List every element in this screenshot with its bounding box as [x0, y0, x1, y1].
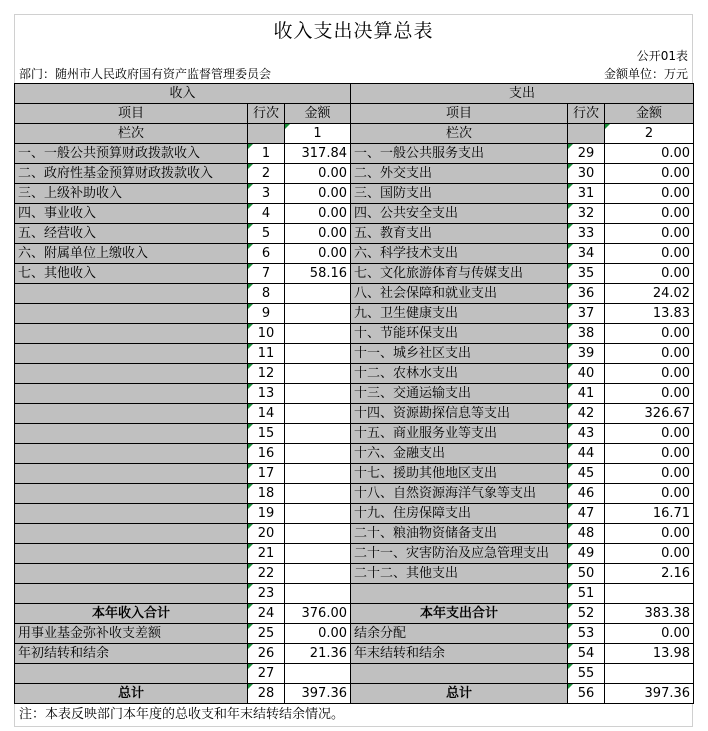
income-total-line-no: 27: [248, 664, 285, 684]
expense-col-label: 栏次: [351, 124, 568, 144]
income-item: 四、事业收入: [15, 204, 248, 224]
expense-amount: 0.00: [605, 544, 694, 564]
table-row: [15, 544, 694, 564]
expense-line-no: 42: [568, 404, 605, 424]
income-item: 七、其他收入: [15, 264, 248, 284]
income-line-no: 7: [248, 264, 285, 284]
table-row: [15, 464, 694, 484]
table-row: [15, 344, 694, 364]
expense-amount: 0.00: [605, 364, 694, 384]
table-row: [15, 204, 694, 224]
income-total-line-no: 25: [248, 624, 285, 644]
expense-line-no: 49: [568, 544, 605, 564]
expense-amount: 0.00: [605, 444, 694, 464]
expense-item: [351, 584, 568, 604]
income-line-no: 17: [248, 464, 285, 484]
income-total-line-no: 24: [248, 604, 285, 624]
expense-amount: 326.67: [605, 404, 694, 424]
table-row: [15, 384, 694, 404]
income-item: 二、政府性基金预算财政拨款收入: [15, 164, 248, 184]
income-total-amount: 397.36: [285, 684, 351, 704]
department-row: [14, 65, 693, 83]
expense-amount: 24.02: [605, 284, 694, 304]
income-line-no: 5: [248, 224, 285, 244]
expense-item: 二十、粮油物资储备支出: [351, 524, 568, 544]
table-row: [15, 224, 694, 244]
expense-total-line-no: 52: [568, 604, 605, 624]
income-item: 三、上级补助收入: [15, 184, 248, 204]
income-line-no: 16: [248, 444, 285, 464]
income-amount: 0.00: [285, 184, 351, 204]
form-code-row: [14, 47, 693, 65]
income-amount: 317.84: [285, 144, 351, 164]
income-total-amount: 376.00: [285, 604, 351, 624]
expense-item: 六、科学技术支出: [351, 244, 568, 264]
table-row: [15, 504, 694, 524]
expense-line-no: 36: [568, 284, 605, 304]
expense-line-no: 31: [568, 184, 605, 204]
expense-line-no: 33: [568, 224, 605, 244]
expense-total-item: 年末结转和结余: [351, 644, 568, 664]
income-amount: [285, 404, 351, 424]
expense-amount: 2.16: [605, 564, 694, 584]
income-amount: [285, 464, 351, 484]
amount-unit: 金额单位：万元: [603, 67, 688, 81]
expense-line-no: 48: [568, 524, 605, 544]
income-amount: [285, 324, 351, 344]
income-amount: [285, 364, 351, 384]
income-item: [15, 344, 248, 364]
table-row: [15, 164, 694, 184]
report-title: 收入支出决算总表: [14, 14, 693, 47]
expense-item: 二十二、其他支出: [351, 564, 568, 584]
income-total-item: 用事业基金弥补收支差额: [15, 624, 248, 644]
income-line-no: 11: [248, 344, 285, 364]
report-sheet: [14, 14, 693, 727]
footnote: 注：本表反映部门本年度的总收支和年末结转结余情况。: [14, 704, 693, 727]
expense-item: 七、文化旅游体育与传媒支出: [351, 264, 568, 284]
expense-total-amount: 397.36: [605, 684, 694, 704]
expense-amount-header: 金额: [605, 104, 694, 124]
table-row: [15, 324, 694, 344]
table-row: [15, 484, 694, 504]
expense-line-no: 34: [568, 244, 605, 264]
income-line-no: 23: [248, 584, 285, 604]
expense-line-no: 40: [568, 364, 605, 384]
expense-total-line-no: 55: [568, 664, 605, 684]
expense-item: 十六、金融支出: [351, 444, 568, 464]
table-row: [15, 404, 694, 424]
income-total-item: 年初结转和结余: [15, 644, 248, 664]
expense-line-no: 50: [568, 564, 605, 584]
expense-amount: 0.00: [605, 384, 694, 404]
income-line-no: 6: [248, 244, 285, 264]
expense-item: 十三、交通运输支出: [351, 384, 568, 404]
income-amount: 0.00: [285, 244, 351, 264]
income-amount: 0.00: [285, 164, 351, 184]
income-amount: 58.16: [285, 264, 351, 284]
table-row: [15, 264, 694, 284]
income-item: [15, 384, 248, 404]
income-item: 五、经营收入: [15, 224, 248, 244]
expense-line-no: 44: [568, 444, 605, 464]
income-item: [15, 464, 248, 484]
income-line-no: 8: [248, 284, 285, 304]
income-amount: [285, 484, 351, 504]
income-amount: 0.00: [285, 204, 351, 224]
expense-amount: 0.00: [605, 144, 694, 164]
income-item: 六、附属单位上缴收入: [15, 244, 248, 264]
expense-item: 二、外交支出: [351, 164, 568, 184]
table-row: [15, 524, 694, 544]
expense-line-no: 47: [568, 504, 605, 524]
expense-line-header: 行次: [568, 104, 605, 124]
income-line-no: 14: [248, 404, 285, 424]
income-col-label: 栏次: [15, 124, 248, 144]
expense-item: 四、公共安全支出: [351, 204, 568, 224]
expense-amount: 0.00: [605, 164, 694, 184]
expense-amount: 13.83: [605, 304, 694, 324]
income-amount: [285, 344, 351, 364]
income-item: [15, 484, 248, 504]
expense-item: 二十一、灾害防治及应急管理支出: [351, 544, 568, 564]
expense-line-no: 29: [568, 144, 605, 164]
total-row: [15, 664, 694, 684]
income-line-no: 15: [248, 424, 285, 444]
income-item: [15, 324, 248, 344]
income-item: [15, 584, 248, 604]
form-code: 公开01表: [636, 49, 688, 63]
income-amount: [285, 424, 351, 444]
income-total-line-no: 26: [248, 644, 285, 664]
expense-total-item: 总计: [351, 684, 568, 704]
expense-total-line-no: 56: [568, 684, 605, 704]
expense-item: 一、一般公共服务支出: [351, 144, 568, 164]
expense-line-no: 30: [568, 164, 605, 184]
expense-total-line-no: 53: [568, 624, 605, 644]
expense-item: 十二、农林水支出: [351, 364, 568, 384]
income-amount: [285, 524, 351, 544]
expense-amount: 0.00: [605, 484, 694, 504]
income-line-no: 19: [248, 504, 285, 524]
expense-amount: 0.00: [605, 464, 694, 484]
expense-total-amount: 0.00: [605, 624, 694, 644]
income-item: [15, 364, 248, 384]
income-total-line-no: 28: [248, 684, 285, 704]
income-total-amount: [285, 664, 351, 684]
income-amount: [285, 304, 351, 324]
expense-item: 八、社会保障和就业支出: [351, 284, 568, 304]
income-amount: [285, 544, 351, 564]
income-section-header: 收入: [15, 84, 351, 104]
expense-amount: 0.00: [605, 224, 694, 244]
table-row: [15, 584, 694, 604]
expense-item: 十四、资源勘探信息等支出: [351, 404, 568, 424]
income-item: 一、一般公共预算财政拨款收入: [15, 144, 248, 164]
expense-line-no: 39: [568, 344, 605, 364]
income-amount: [285, 284, 351, 304]
expense-total-line-no: 54: [568, 644, 605, 664]
income-total-item: 总计: [15, 684, 248, 704]
expense-item: 三、国防支出: [351, 184, 568, 204]
table-row: [15, 144, 694, 164]
income-item-header: 项目: [15, 104, 248, 124]
column-index-row: [15, 124, 694, 144]
expense-item: 五、教育支出: [351, 224, 568, 244]
income-item: [15, 544, 248, 564]
expense-amount: 0.00: [605, 424, 694, 444]
income-total-amount: 0.00: [285, 624, 351, 644]
expense-item: 十九、住房保障支出: [351, 504, 568, 524]
income-amount: [285, 564, 351, 584]
expense-item: 十五、商业服务业等支出: [351, 424, 568, 444]
table-row: [15, 364, 694, 384]
total-row: [15, 644, 694, 664]
expense-item: 十、节能环保支出: [351, 324, 568, 344]
expense-total-amount: [605, 664, 694, 684]
total-row: [15, 684, 694, 704]
expense-amount: 0.00: [605, 264, 694, 284]
income-line-no: 12: [248, 364, 285, 384]
expense-amount: 0.00: [605, 524, 694, 544]
income-line-no: 10: [248, 324, 285, 344]
income-item: [15, 284, 248, 304]
income-line-no: 2: [248, 164, 285, 184]
expense-section-header: 支出: [351, 84, 694, 104]
table-row: [15, 244, 694, 264]
expense-col-index: 2: [605, 124, 694, 144]
income-col-blank: [248, 124, 285, 144]
expense-amount: 0.00: [605, 244, 694, 264]
income-line-no: 9: [248, 304, 285, 324]
income-line-no: 21: [248, 544, 285, 564]
expense-line-no: 45: [568, 464, 605, 484]
income-item: [15, 524, 248, 544]
expense-line-no: 35: [568, 264, 605, 284]
expense-item-header: 项目: [351, 104, 568, 124]
income-total-item: [15, 664, 248, 684]
table-row: [15, 564, 694, 584]
expense-line-no: 51: [568, 584, 605, 604]
expense-line-no: 37: [568, 304, 605, 324]
income-amount: [285, 504, 351, 524]
expense-total-amount: 13.98: [605, 644, 694, 664]
income-amount: [285, 584, 351, 604]
table-row: [15, 284, 694, 304]
expense-amount: 0.00: [605, 344, 694, 364]
expense-total-item: 结余分配: [351, 624, 568, 644]
expense-line-no: 43: [568, 424, 605, 444]
income-line-no: 22: [248, 564, 285, 584]
income-item: [15, 304, 248, 324]
income-amount: 0.00: [285, 224, 351, 244]
expense-amount: 0.00: [605, 204, 694, 224]
income-line-header: 行次: [248, 104, 285, 124]
expense-item: 十七、援助其他地区支出: [351, 464, 568, 484]
expense-item: 十八、自然资源海洋气象等支出: [351, 484, 568, 504]
expense-amount: 0.00: [605, 324, 694, 344]
table-row: [15, 424, 694, 444]
expense-amount: [605, 584, 694, 604]
expense-line-no: 46: [568, 484, 605, 504]
column-header-row: [15, 104, 694, 124]
expense-line-no: 32: [568, 204, 605, 224]
table-row: [15, 184, 694, 204]
expense-total-item: [351, 664, 568, 684]
table-row: [15, 444, 694, 464]
total-row: [15, 624, 694, 644]
income-expense-table: [14, 83, 694, 704]
income-line-no: 3: [248, 184, 285, 204]
table-row: [15, 304, 694, 324]
expense-amount: 0.00: [605, 184, 694, 204]
expense-total-amount: 383.38: [605, 604, 694, 624]
income-line-no: 1: [248, 144, 285, 164]
income-line-no: 18: [248, 484, 285, 504]
income-amount: [285, 444, 351, 464]
expense-col-blank: [568, 124, 605, 144]
expense-line-no: 38: [568, 324, 605, 344]
income-item: [15, 504, 248, 524]
income-line-no: 20: [248, 524, 285, 544]
department-name: 部门：随州市人民政府国有资产监督管理委员会: [19, 67, 272, 81]
section-header-row: [15, 84, 694, 104]
expense-item: 十一、城乡社区支出: [351, 344, 568, 364]
income-col-index: 1: [285, 124, 351, 144]
expense-line-no: 41: [568, 384, 605, 404]
expense-total-item: 本年支出合计: [351, 604, 568, 624]
expense-item: 九、卫生健康支出: [351, 304, 568, 324]
total-row: [15, 604, 694, 624]
income-item: [15, 404, 248, 424]
income-item: [15, 424, 248, 444]
income-amount: [285, 384, 351, 404]
income-line-no: 13: [248, 384, 285, 404]
expense-amount: 16.71: [605, 504, 694, 524]
income-total-amount: 21.36: [285, 644, 351, 664]
income-line-no: 4: [248, 204, 285, 224]
income-item: [15, 564, 248, 584]
income-amount-header: 金额: [285, 104, 351, 124]
income-item: [15, 444, 248, 464]
income-total-item: 本年收入合计: [15, 604, 248, 624]
